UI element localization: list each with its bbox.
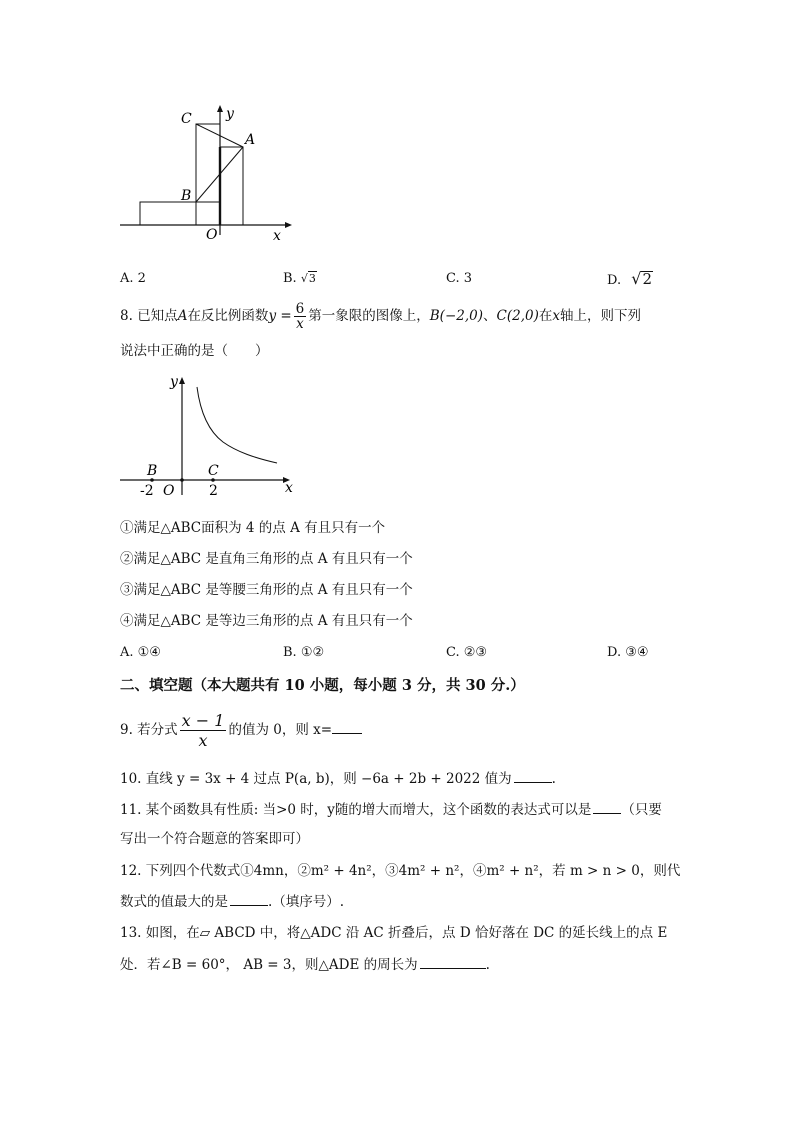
- figure-1-coordinate-diagram: [110, 100, 310, 250]
- q9-line: 9. 若分式 $\frac{x - 1}{x}$ 的值为 0，则 x=: [120, 708, 362, 752]
- q13-line-1: 13. 如图，在▱ ABCD 中，将△ADC 沿 AC 折叠后，点 D 恰好落在 DC 的延长线上的点 E: [120, 925, 668, 941]
- q8-fraction: $\frac{6}{x}$: [295, 301, 305, 332]
- q7-option-c: C. 3: [446, 271, 473, 286]
- q8-line-2: 说法中正确的是（ ）: [120, 343, 269, 359]
- q8-point-c: C(2,0): [496, 308, 539, 324]
- q7-option-b-prefix: B.: [283, 271, 297, 286]
- q7-option-b: B. √3: [283, 271, 316, 286]
- q8-statement-4: ④满足△ABC 是等边三角形的点 A 有且只有一个: [120, 613, 413, 629]
- fig2-label-y: y: [170, 374, 178, 390]
- fig2-label-x: x: [285, 480, 293, 496]
- fig2-label-two: 2: [209, 483, 218, 499]
- fig2-label-b: B: [147, 463, 158, 479]
- q7-option-d-prefix: D.: [607, 273, 622, 288]
- q8-option-c: C. ②③: [446, 645, 488, 660]
- fig1-label-o: O: [206, 227, 218, 243]
- fig1-rect-left: [140, 202, 220, 225]
- q10-line: 10. 直线 y = 3x + 4 过点 P(a, b)，则 −6a + 2b + 2022 值为 .: [120, 768, 556, 789]
- q13-line-2: 处．若∠B = 60°， AB = 3，则△ADE 的周长为 .: [120, 954, 490, 975]
- fig2-label-neg2: -2: [140, 483, 154, 499]
- q12-line-2: 数式的值最大的是 .（填序号）.: [120, 891, 344, 912]
- q8-statement-3: ③满足△ABC 是等腰三角形的点 A 有且只有一个: [120, 582, 413, 598]
- fig1-rect-tall: [196, 124, 220, 225]
- fig1-label-y: y: [226, 106, 234, 122]
- q9-fraction: $\frac{x - 1}{x}$: [181, 711, 225, 750]
- fig1-label-b: B: [181, 188, 192, 204]
- fig1-label-x: x: [273, 228, 281, 244]
- fig1-y-arrow: [217, 105, 223, 112]
- q7-option-b-value: 3: [308, 272, 316, 285]
- q8-option-d: D. ③④: [607, 645, 649, 660]
- q13-answer-blank[interactable]: [420, 954, 486, 969]
- figure-2-hyperbola-graph: [115, 370, 305, 500]
- q9-answer-blank[interactable]: [332, 719, 362, 734]
- q8-option-a: A. ①④: [120, 645, 161, 660]
- section-2-heading: 二、填空题（本大题共有 10 小题，每小题 3 分，共 30 分.）: [120, 677, 525, 694]
- fig1-rect-right: [220, 147, 243, 225]
- q12-answer-blank[interactable]: [230, 891, 268, 906]
- q11-line-2: 写出一个符合题意的答案即可）: [120, 831, 309, 847]
- fig2-point-o: [180, 478, 184, 482]
- fig2-label-c: C: [208, 463, 219, 479]
- q8-number: 8.: [120, 308, 133, 324]
- fig2-hyperbola-curve: [197, 387, 277, 463]
- fig1-label-a: A: [245, 132, 256, 148]
- q8-line-1: 8. 已知点A在反比例函数y = $\frac{6}{x}$ 第一象限的图像上，B(−2,0)、C(2,0)在x轴上，则下列: [120, 301, 641, 332]
- q12-line-1: 12. 下列四个代数式①4mn，②m² + 4n²，③4m² + n²，④m² + n²，若 m > n > 0，则代: [120, 863, 681, 879]
- q11-answer-blank[interactable]: [593, 799, 621, 814]
- q11-line-1: 11. 某个函数具有性质: 当>0 时，y随的增大而增大，这个函数的表达式可以是 （只要: [120, 799, 662, 820]
- q8-statement-2: ②满足△ABC 是直角三角形的点 A 有且只有一个: [120, 551, 413, 567]
- fig1-x-arrow: [285, 222, 292, 228]
- q10-answer-blank[interactable]: [514, 768, 552, 783]
- fig2-y-arrow: [179, 377, 185, 384]
- q7-option-a: A. 2: [120, 271, 146, 286]
- q8-point-b: B(−2,0): [429, 308, 484, 324]
- fig1-label-c: C: [181, 111, 192, 127]
- q8-option-b: B. ①②: [283, 645, 325, 660]
- fig2-label-o: O: [163, 483, 175, 499]
- q7-option-d: D. √2: [607, 269, 652, 288]
- q8-statement-1: ①满足△ABC面积为 4 的点 A 有且只有一个: [120, 520, 386, 536]
- q7-option-d-value: 2: [642, 270, 652, 288]
